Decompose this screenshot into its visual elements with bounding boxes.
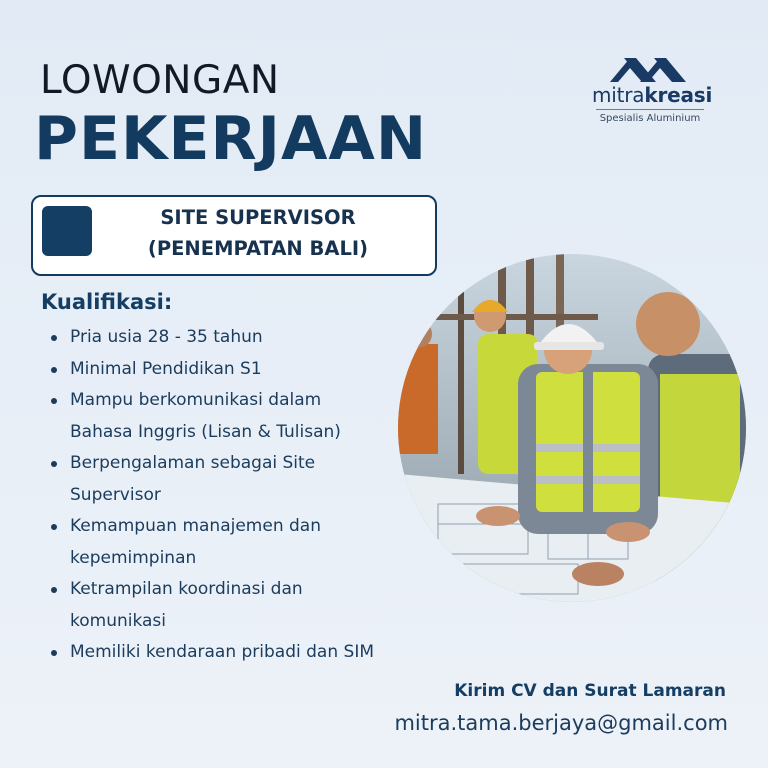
- company-logo: [592, 52, 713, 128]
- qualifications-heading: Kualifikasi:: [41, 290, 173, 314]
- job-title-line1: SITE SUPERVISOR: [160, 206, 356, 229]
- workers-photo: [398, 254, 746, 602]
- job-title: [103, 202, 413, 264]
- list-item: Minimal Pendidikan S1: [48, 354, 388, 386]
- list-item: Mampu berkomunikasi dalam Bahasa Inggris (Lisan & Tulisan): [48, 385, 388, 448]
- logo-divider: [596, 109, 704, 110]
- contact-email[interactable]: mitra.tama.berjaya@gmail.com: [394, 711, 728, 735]
- headline-pekerjaan: PEKERJAAN: [34, 104, 428, 174]
- headline-lowongan: LOWONGAN: [40, 58, 280, 103]
- qualifications-list: [48, 322, 388, 669]
- application-instruction: Kirim CV dan Surat Lamaran: [454, 681, 726, 701]
- list-item: Pria usia 28 - 35 tahun: [48, 322, 388, 354]
- job-title-line2: (PENEMPATAN BALI): [147, 237, 369, 260]
- list-item: Kemampuan manajemen dan kepemimpinan: [48, 511, 388, 574]
- logo-name-part1: mitra: [592, 83, 645, 107]
- job-title-box: [31, 195, 437, 276]
- list-item: Berpengalaman sebagai Site Supervisor: [48, 448, 388, 511]
- logo-wordmark: [592, 83, 712, 107]
- logo-name-part2: kreasi: [644, 83, 713, 107]
- roof-icon: [610, 52, 690, 82]
- construction-workers-illustration: [398, 254, 746, 602]
- logo-tagline: Spesialis Aluminium: [599, 113, 701, 124]
- job-title-square-decoration: [42, 206, 92, 256]
- list-item: Ketrampilan koordinasi dan komunikasi: [48, 574, 388, 637]
- list-item: Memiliki kendaraan pribadi dan SIM: [48, 637, 388, 669]
